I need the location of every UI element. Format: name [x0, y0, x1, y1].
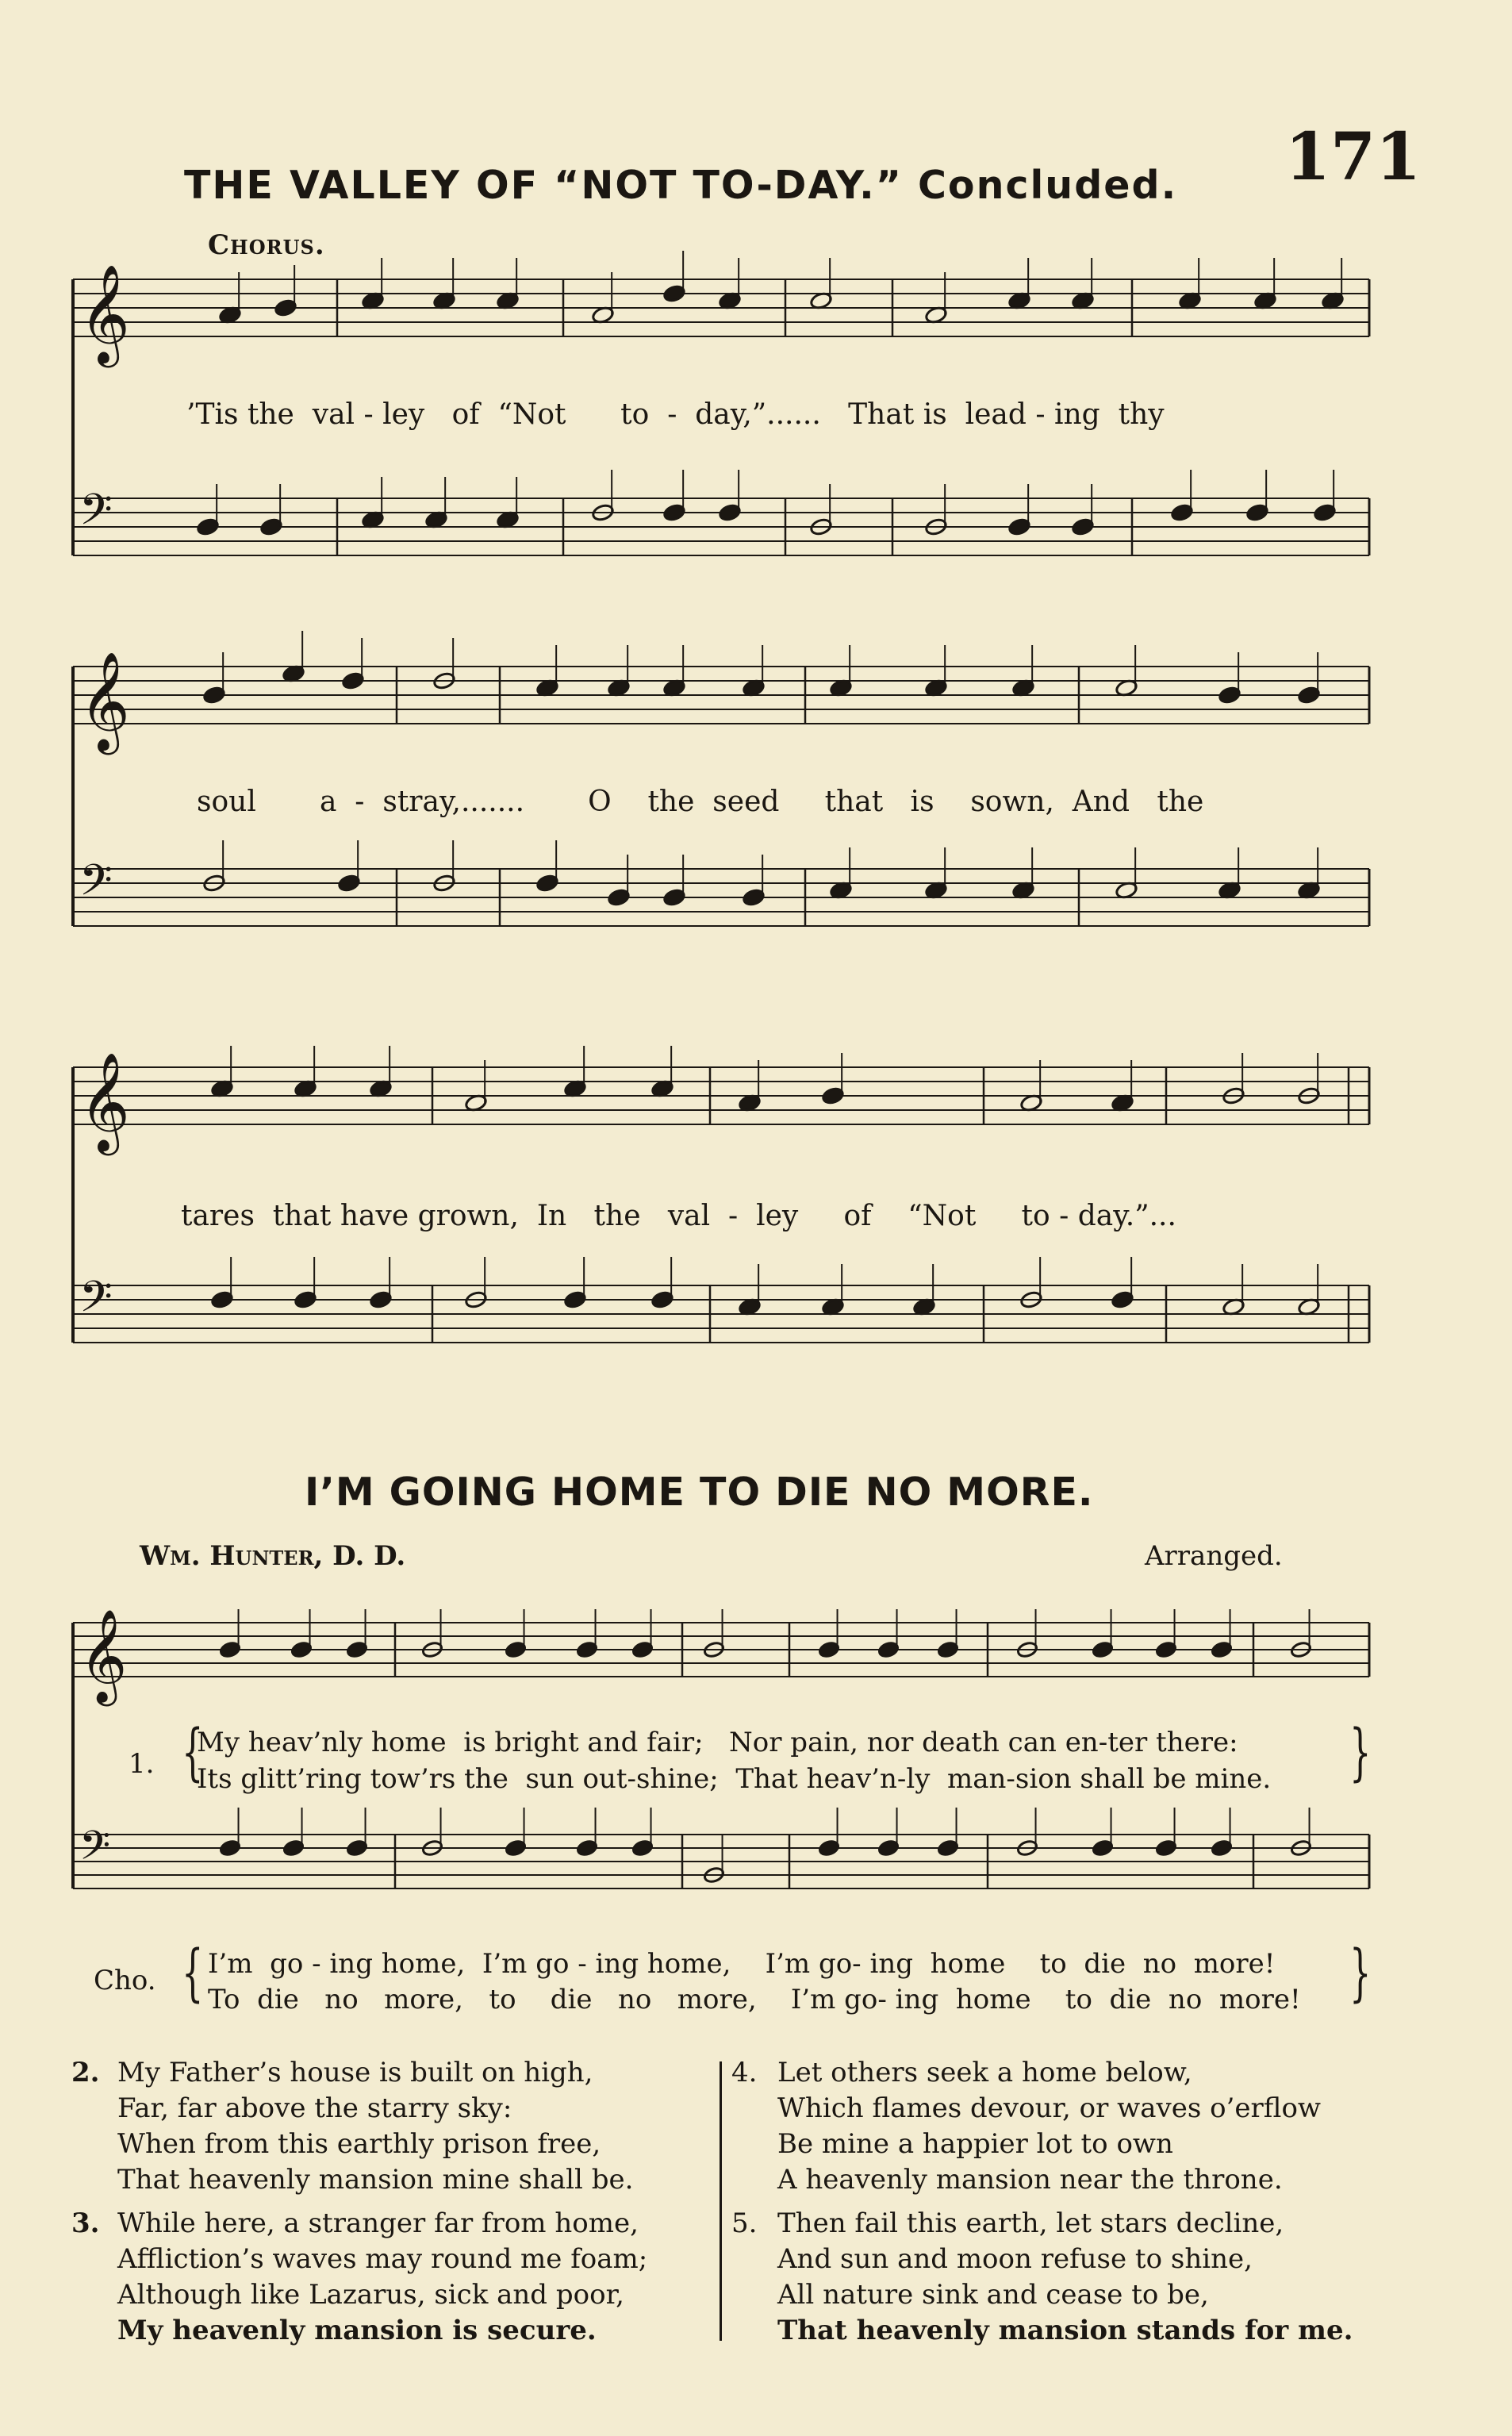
treble-clef-icon: 𝄞	[79, 1052, 130, 1151]
stanza-line: And sun and moon refuse to shine,	[777, 2243, 1253, 2275]
stanza-line: My Father’s house is built on high,	[117, 2057, 593, 2088]
song-title: THE VALLEY OF “NOT TO-DAY.” Concluded.	[184, 163, 1178, 208]
stanza	[731, 2055, 1322, 2198]
lyric-line: soul a - stray,....... O the seed that is sown, And the	[197, 786, 1204, 818]
stanza-line: Then fail this earth, let stars decline,	[777, 2207, 1284, 2239]
lyric-line: tares that have grown, In the val - ley of “Not to - day.”...	[181, 1200, 1176, 1232]
chorus-label: Cho.	[94, 1965, 156, 1996]
column-divider	[720, 2061, 722, 2341]
chorus-line: I’m go - ing home, I’m go - ing home, I’m go- ing home to die no more!	[208, 1948, 1276, 1980]
chorus-line: To die no more, to die no more, I’m go- ing home to die no more!	[208, 1984, 1301, 2015]
stanza-line: That heavenly mansion mine shall be.	[117, 2164, 634, 2196]
stanza-number: 3.	[71, 2207, 100, 2239]
stanza-line: My heavenly mansion is secure.	[117, 2315, 597, 2346]
stanza-number: 2.	[71, 2057, 100, 2088]
right-brace: }	[1349, 1717, 1372, 1789]
stanza-line: Let others seek a home below,	[777, 2057, 1192, 2088]
stanza-line: Which flames devour, or waves o’erflow	[777, 2092, 1322, 2124]
bass-clef-icon: 𝄢	[79, 856, 113, 916]
stanza	[731, 2206, 1353, 2349]
treble-clef-icon: 𝄞	[79, 651, 130, 751]
stanza-line: Far, far above the starry sky:	[117, 2092, 512, 2124]
page-number: 171	[1285, 119, 1422, 195]
stanza-number: 5.	[731, 2207, 758, 2239]
treble-clef-icon: 𝄞	[79, 264, 130, 363]
stanza	[71, 2055, 634, 2198]
right-brace: }	[1349, 1938, 1372, 2009]
author-credit: Wm. Hunter, D. D.	[140, 1540, 406, 1572]
stanza-line: A heavenly mansion near the throne.	[777, 2164, 1283, 2196]
verse-number: 1.	[129, 1748, 155, 1780]
stanza	[71, 2206, 648, 2349]
stanza-line: Although like Lazarus, sick and poor,	[117, 2279, 624, 2311]
stanza-line: Affliction’s waves may round me foam;	[117, 2243, 648, 2275]
verse-line: Its glitt’ring tow’rs the sun out-shine; That heav’n-ly man-sion shall be mine.	[197, 1763, 1272, 1795]
bass-clef-icon: 𝄢	[79, 1273, 113, 1333]
bass-clef-icon: 𝄢	[79, 486, 113, 546]
arranger-credit: Arranged.	[1145, 1540, 1283, 1572]
stanza-line: That heavenly mansion stands for me.	[777, 2315, 1353, 2346]
section-marker: Chorus.	[208, 229, 325, 261]
left-brace: {	[182, 1717, 204, 1789]
stanza-line: While here, a stranger far from home,	[117, 2207, 639, 2239]
stanza-number: 4.	[731, 2057, 758, 2088]
verse-line: My heav’nly home is bright and fair; Nor pain, nor death can en-ter there:	[197, 1727, 1238, 1758]
stanza-line: When from this earthly prison free,	[117, 2128, 601, 2160]
left-brace: {	[182, 1938, 204, 2009]
treble-clef-icon: 𝄞	[79, 1608, 128, 1703]
lyric-line: ’Tis the val - ley of “Not to - day,”...... That is lead - ing thy	[186, 398, 1165, 431]
stanza-line: All nature sink and cease to be,	[777, 2279, 1209, 2311]
stanza-line: Be mine a happier lot to own	[777, 2128, 1173, 2160]
song-title: I’M GOING HOME TO DIE NO MORE.	[305, 1470, 1094, 1515]
bass-clef-icon: 𝄢	[79, 1822, 111, 1879]
